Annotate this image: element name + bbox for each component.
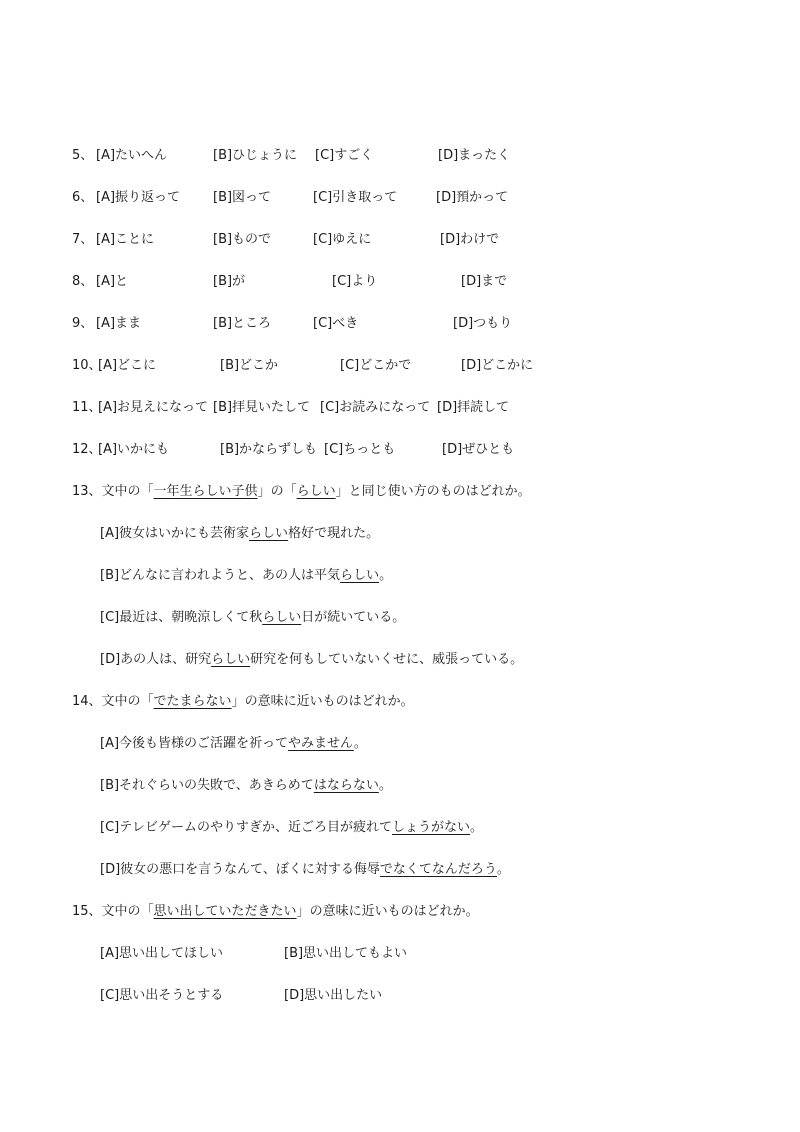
- option-a: [100, 524, 379, 544]
- option-text: [B]それぐらいの失敗で、あきらめて: [100, 778, 314, 793]
- option-b: [B]ひじょうに: [213, 148, 298, 163]
- option-d: [D]思い出したい: [284, 988, 383, 1003]
- question-number: 9、: [72, 316, 94, 331]
- option-d: [D]ぜひとも: [442, 442, 515, 457]
- option-c: [C]ちっとも: [324, 442, 396, 457]
- option-text: 日が続いている。: [301, 610, 406, 625]
- option-underlined: らしい: [340, 568, 380, 583]
- option-b: [B]もので: [213, 232, 272, 247]
- option-b: [100, 776, 392, 796]
- option-d: [D]どこかに: [461, 358, 534, 373]
- option-underlined: しょうがない: [391, 820, 470, 835]
- stem-underlined-phrase: 思い出していただきたい: [153, 904, 297, 919]
- stem-underlined-phrase: 一年生らしい子供: [153, 484, 258, 499]
- option-a: [A]まま: [96, 316, 142, 331]
- question-15-text: [72, 902, 479, 922]
- option-c: [100, 818, 483, 838]
- option-text: [A]今後も皆様のご活躍を祈って: [100, 736, 289, 751]
- option-underlined: らしい: [211, 652, 251, 667]
- stem-underlined-phrase: でたまらない: [153, 694, 232, 709]
- option-text: [C]テレビゲームのやりすぎか、近ごろ目が疲れて: [100, 820, 392, 835]
- option-text: 。: [496, 862, 510, 877]
- question-number: 8、: [72, 274, 94, 289]
- option-text: 格好で現れた。: [288, 526, 380, 541]
- option-b: [B]が: [213, 274, 246, 289]
- option-d: [D]まったく: [438, 148, 511, 163]
- option-d: [100, 650, 523, 670]
- option-d: [100, 860, 510, 880]
- option-c: [C]思い出そうとする: [100, 988, 224, 1003]
- option-b: [B]図って: [213, 190, 272, 205]
- stem-text: 13、文中の「: [72, 484, 154, 499]
- option-a: [A]ことに: [96, 232, 155, 247]
- stem-text: 15、文中の「: [72, 904, 154, 919]
- option-d: [D]拝読して: [437, 400, 510, 415]
- option-text: [B]どんなに言われようと、あの人は平気: [100, 568, 341, 583]
- option-b: [B]どこか: [220, 358, 279, 373]
- option-a: [A]いかにも: [98, 442, 170, 457]
- option-a: [A]思い出してほしい: [100, 946, 224, 961]
- option-text: 。: [469, 820, 483, 835]
- option-text: [C]最近は、朝晩涼しくて秋: [100, 610, 263, 625]
- question-number: 7、: [72, 232, 94, 247]
- option-text: [D]彼女の悪口を言うなんて、ぼくに対する侮辱: [100, 862, 380, 877]
- option-a: [A]振り返って: [96, 190, 181, 205]
- option-text: 。: [353, 736, 367, 751]
- question-14-text: [72, 692, 414, 712]
- stem-text: 14、文中の「: [72, 694, 154, 709]
- option-a: [A]と: [96, 274, 129, 289]
- option-underlined: やみません: [288, 736, 354, 751]
- option-d: [D]預かって: [436, 190, 509, 205]
- option-underlined: はならない: [313, 778, 379, 793]
- option-text: 。: [378, 778, 392, 793]
- question-number: 5、: [72, 148, 94, 163]
- option-a: [A]たいへん: [96, 148, 168, 163]
- option-text: 。: [379, 568, 393, 583]
- option-b: [B]ところ: [213, 316, 272, 331]
- option-underlined: らしい: [249, 526, 289, 541]
- option-d: [D]つもり: [453, 316, 513, 331]
- option-c: [C]ゆえに: [313, 232, 372, 247]
- question-number: 6、: [72, 190, 94, 205]
- option-b: [B]拝見いたして: [213, 400, 311, 415]
- option-b: [B]思い出してもよい: [284, 946, 408, 961]
- option-a: [A]どこに: [98, 358, 157, 373]
- option-c: [100, 608, 405, 628]
- option-underlined: らしい: [262, 610, 302, 625]
- stem-underlined-word: らしい: [296, 484, 336, 499]
- stem-text: 」の意味に近いものはどれか。: [296, 904, 479, 919]
- option-c: [C]べき: [313, 316, 359, 331]
- stem-text: 」の「: [257, 484, 297, 499]
- option-b: [100, 566, 392, 586]
- stem-text: 」の意味に近いものはどれか。: [231, 694, 414, 709]
- option-d: [D]わけで: [440, 232, 500, 247]
- stem-text: 」と同じ使い方のものはどれか。: [335, 484, 531, 499]
- question-13-text: [72, 482, 531, 502]
- option-c: [C]より: [332, 274, 378, 289]
- question-number: 12、: [72, 442, 102, 457]
- option-a: [A]お見えになって: [98, 400, 209, 415]
- option-c: [C]お読みになって: [320, 400, 431, 415]
- option-c: [C]引き取って: [313, 190, 398, 205]
- option-c: [C]どこかで: [340, 358, 412, 373]
- option-d: [D]まで: [461, 274, 508, 289]
- option-text: [A]彼女はいかにも芸術家: [100, 526, 250, 541]
- option-c: [C]すごく: [315, 148, 374, 163]
- option-text: [D]あの人は、研究: [100, 652, 212, 667]
- option-underlined: でなくてなんだろう: [379, 862, 497, 877]
- question-number: 11、: [72, 400, 102, 415]
- question-number: 10、: [72, 358, 102, 373]
- option-text: 研究を何もしていないくせに、威張っている。: [250, 652, 524, 667]
- option-b: [B]かならずしも: [220, 442, 318, 457]
- option-a: [100, 734, 367, 754]
